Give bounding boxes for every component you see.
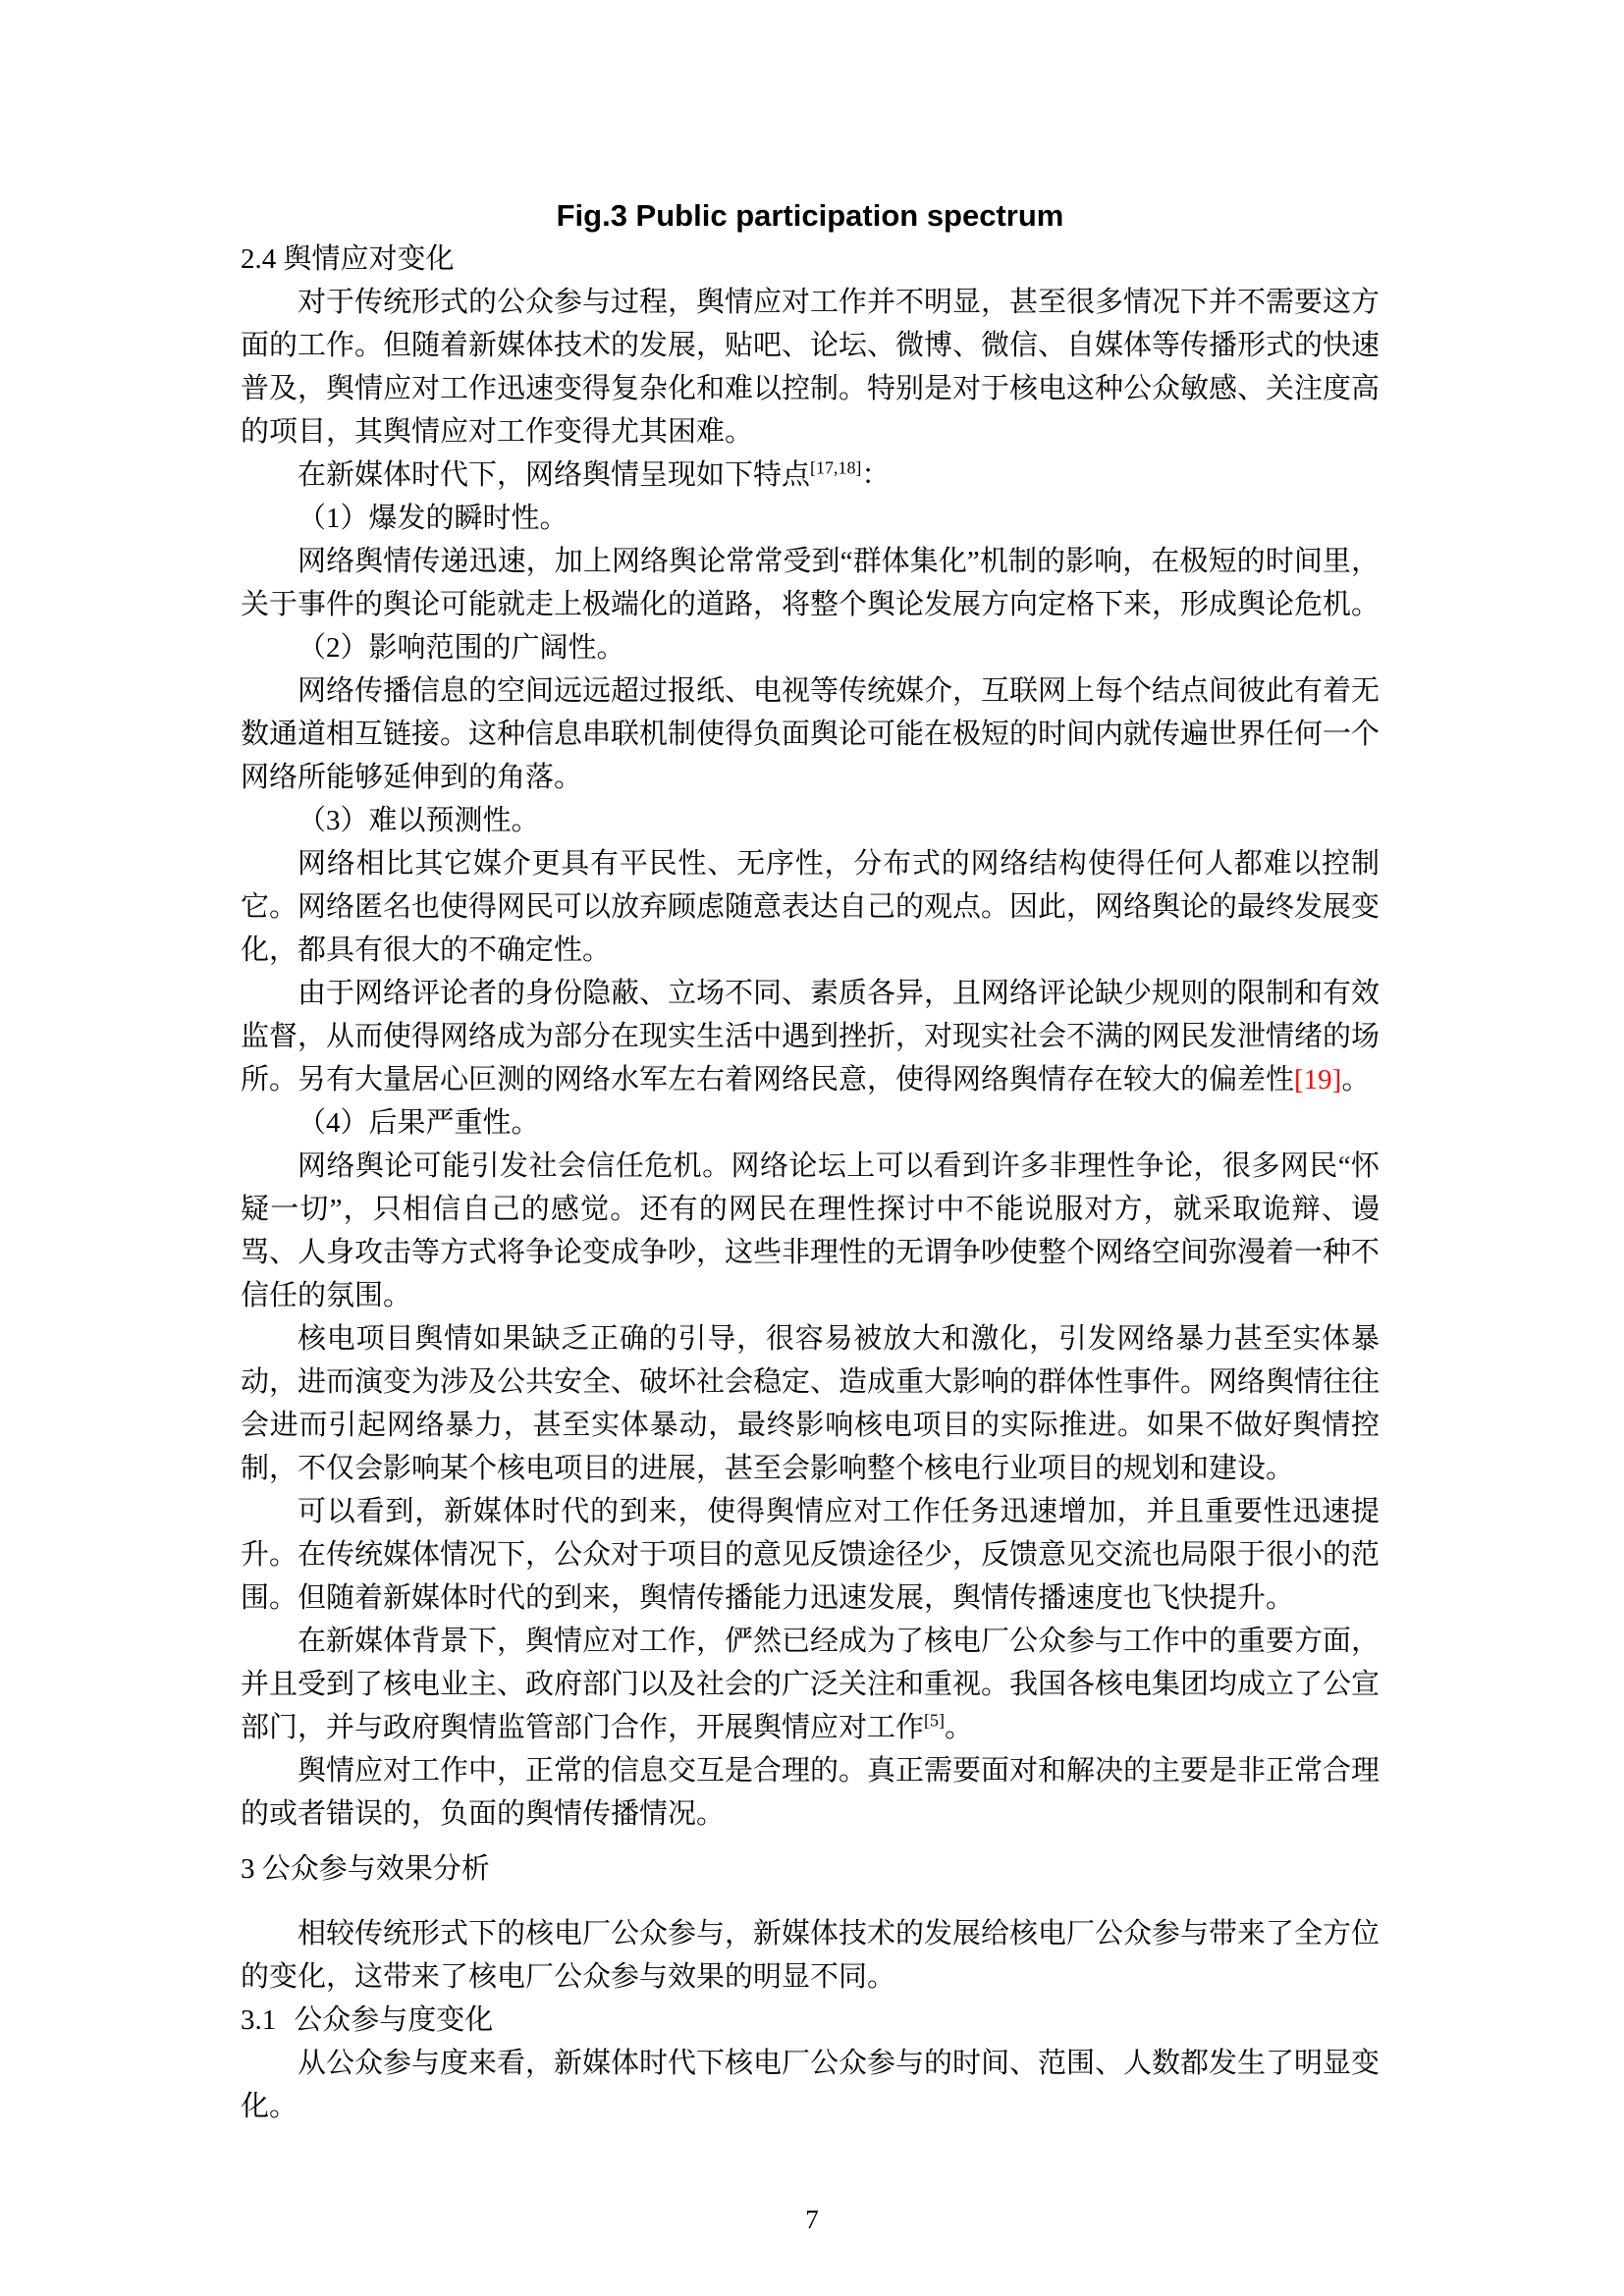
paragraph-feature-3-body: 网络相比其它媒介更具有平民性、无序性，分布式的网络结构使得任何人都难以控制它。网络匿名也使得网民可以放弃顾虑随意表达自己的观点。因此，网络舆论的最终发展变化，都具有很大的不确定性。 [241, 848, 1380, 966]
paragraph-participation: 从公众参与度来看，新媒体时代下核电厂公众参与的时间、范围、人数都发生了明显变化。 [241, 2048, 1380, 2122]
paragraph-text: 在新媒体时代下，网络舆情呈现如下特点 [298, 459, 811, 491]
citation-ref-19: [19] [1294, 1064, 1342, 1095]
paragraph-background [241, 1620, 1380, 1749]
paragraph-normal-interaction: 舆情应对工作中，正常的信息交互是合理的。真正需要面对和解决的主要是非正常合理的或者错误的，负面的舆情传播情况。 [241, 1755, 1380, 1830]
figure-caption: Fig.3 Public participation spectrum [556, 198, 1064, 233]
list-item-feature-4-title: （4）后果严重性。 [298, 1107, 540, 1139]
paragraph-task-increase: 可以看到，新媒体时代的到来，使得舆情应对工作任务迅速增加，并且重要性迅速提升。在传统媒体情况下，公众对于项目的意见反馈途径少，反馈意见交流也局限于很小的范围。但随着新媒体时代的到来，舆情传播能力迅速发展，舆情传播速度也飞快提升。 [241, 1496, 1380, 1614]
section-number: 3.1 [241, 2004, 277, 2036]
list-item-feature-2-title: （2）影响范围的广阔性。 [298, 632, 625, 664]
section-heading-2-4: 2.4 舆情应对变化 [241, 243, 455, 275]
paragraph-intro: 对于传统形式的公众参与过程，舆情应对工作并不明显，甚至很多情况下并不需要这方面的工作。但随着新媒体技术的发展，贴吧、论坛、微博、微信、自媒体等传播形式的快速普及，舆情应对工作迅速变得复杂化和难以控制。特别是对于核电这种公众敏感、关注度高的项目，其舆情应对工作变得尤其困难。 [241, 287, 1380, 448]
paragraph-nuclear-risk: 核电项目舆情如果缺乏正确的引导，很容易被放大和激化，引发网络暴力甚至实体暴动，进而演变为涉及公共安全、破坏社会稳定、造成重大影响的群体性事件。网络舆情往往会进而引起网络暴力，甚至实体暴动，最终影响核电项目的实际推进。如果不做好舆情控制，不仅会影响某个核电项目的进展，甚至会影响整个核电行业项目的规划和建设。 [241, 1323, 1380, 1484]
list-item-feature-1-title: （1）爆发的瞬时性。 [298, 503, 568, 534]
paragraph-commentators [241, 972, 1380, 1101]
paragraph-text: ： [861, 459, 891, 491]
paragraph-feature-1-body: 网络舆情传递迅速，加上网络舆论常常受到“群体集化”机制的影响，在极短的时间里，关于事件的舆论可能就走上极端化的道路，将整个舆论发展方向定格下来，形成舆论危机。 [241, 546, 1380, 620]
paragraph-feature-2-body: 网络传播信息的空间远远超过报纸、电视等传统媒介，互联网上每个结点间彼此有着无数通道相互链接。这种信息串联机制使得负面舆论可能在极短的时间内就传遍世界任何一个网络所能够延伸到的角落。 [241, 675, 1380, 793]
citation-ref-5: [5] [924, 1710, 945, 1731]
list-item-feature-3-title: （3）难以预测性。 [298, 805, 540, 836]
paragraph-text: 在新媒体背景下，舆情应对工作，俨然已经成为了核电厂公众参与工作中的重要方面，并且受到了核电业主、政府部门以及社会的广泛关注和重视。我国各核电集团均成立了公宣部门，并与政府舆情监管部门合作，开展舆情应对工作 [241, 1626, 1380, 1743]
section-heading-3: 3 公众参与效果分析 [241, 1853, 490, 1885]
paragraph-text: 。 [944, 1712, 973, 1743]
section-heading-3-1 [241, 1999, 1380, 2042]
page-number: 7 [805, 2205, 819, 2234]
paragraph-features-lead [241, 454, 1380, 497]
paragraph-text: 由于网络评论者的身份隐蔽、立场不同、素质各异，且网络评论缺少规则的限制和有效监督，从而使得网络成为部分在现实生活中遇到挫折，对现实社会不满的网民发泄情绪的场所。另有大量居心叵测的网络水军左右着网络民意，使得网络舆情存在较大的偏差性 [241, 978, 1380, 1095]
paragraph-text: 。 [1341, 1064, 1371, 1095]
paragraph-feature-4-body: 网络舆论可能引发社会信任危机。网络论坛上可以看到许多非理性争论，很多网民“怀疑一切”，只相信自己的感觉。还有的网民在理性探讨中不能说服对方，就采取诡辩、谩骂、人身攻击等方式将争论变成争吵，这些非理性的无谓争吵使整个网络空间弥漫着一种不信任的氛围。 [241, 1150, 1380, 1311]
citation-ref-17-18: [17,18] [810, 457, 862, 478]
paragraph-compare: 相较传统形式下的核电厂公众参与，新媒体技术的发展给核电厂公众参与带来了全方位的变化，这带来了核电厂公众参与效果的明显不同。 [241, 1918, 1380, 1993]
section-title: 公众参与度变化 [294, 2004, 494, 2036]
